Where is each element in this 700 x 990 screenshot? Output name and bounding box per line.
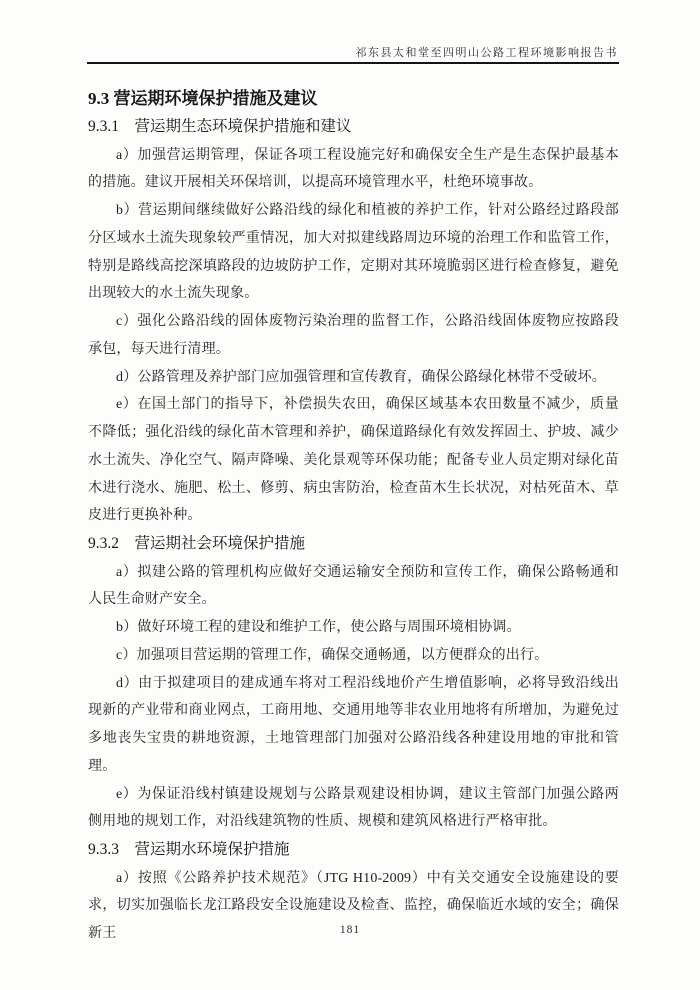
paragraph-9-3-3-a: a）按照《公路养护技术规范》（JTG H10-2009）中有关交通安全设施建设的要求，切实加强临长龙江路段安全设施建设及检查、监控，确保临近水域的安全；确保新王: [88, 870, 619, 941]
page-footer: [0, 924, 700, 936]
paragraph-9-3-2-c: c）加强项目营运期的管理工作，确保交通畅通，以方便群众的出行。: [116, 647, 549, 663]
paragraph-9-3-1-a: a）加强营运期管理，保证各项工程设施完好和确保安全生产是生态保护最基本的措施。建议开展相关环保培训，以提高环境管理水平，杜绝环境事故。: [88, 147, 619, 191]
document-body: [88, 84, 619, 948]
header-divider: [87, 62, 619, 64]
page-header: [88, 44, 618, 60]
subsection-heading-9-3-3: 9.3.3 营运期水环境保护措施: [88, 841, 290, 858]
paragraph-9-3-1-d: d）公路管理及养护部门应加强管理和宣传教育，确保公路绿化林带不受破坏。: [116, 369, 606, 385]
subsection-heading-9-3-2: 9.3.2 营运期社会环境保护措施: [88, 535, 306, 552]
paragraph-9-3-1-e: e）在国土部门的指导下，补偿损失农田，确保区域基本农田数量不减少，质量不降低；强化沿线的绿化苗木管理和养护，确保道路绿化有效发挥固土、护坡、减少水土流失、净化空气、隔声降噪、美化景观等环保功能；配备专业人员定期对绿化苗木进行浇水、施肥、松土、修剪、病虫害防治，检查苗木生长状况，对枯死苗木、草皮进行更换补种。: [88, 397, 619, 524]
running-header-title: 祁东县太和堂至四明山公路工程环境影响报告书: [355, 47, 618, 59]
page-number: 181: [339, 924, 361, 936]
paragraph-9-3-1-c: c）强化公路沿线的固体废物污染治理的监督工作，公路沿线固体废物应按路段承包，每天进行清理。: [88, 314, 619, 357]
paragraph-9-3-2-b: b）做好环境工程的建设和维护工作，使公路与周围环境相协调。: [116, 620, 521, 635]
subsection-heading-9-3-1: 9.3.1 营运期生态环境保护措施和建议: [88, 118, 352, 135]
paragraph-9-3-2-d: d）由于拟建项目的建成通车将对工程沿线地价产生增值影响，必将导致沿线出现新的产业带和商业网点，工商用地、交通用地等非农业用地将有所增加，为避免过多地丧失宝贵的耕地资源，土地管理部门加强对公路沿线各种建设用地的审批和管理。: [88, 675, 619, 774]
paragraph-9-3-2-e: e）为保证沿线村镇建设规划与公路景观建设相协调，建议主管部门加强公路两侧用地的规划工作，对沿线建筑物的性质、规模和建筑风格进行严格审批。: [88, 786, 619, 830]
section-heading-9-3: 9.3 营运期环境保护措施及建议: [88, 89, 318, 108]
paragraph-9-3-1-b: b）营运期间继续做好公路沿线的绿化和植被的养护工作，针对公路经过路段部分区域水土流失现象较严重情况，加大对拟建线路周边环境的治理工作和监管工作，特别是路线高挖深填路段的边坡防护工作，定期对其环境脆弱区进行检查修复，避免出现较大的水土流失现象。: [88, 203, 619, 302]
paragraph-9-3-2-a: a）拟建公路的管理机构应做好交通运输安全预防和宣传工作，确保公路畅通和人民生命财产安全。: [88, 564, 619, 608]
